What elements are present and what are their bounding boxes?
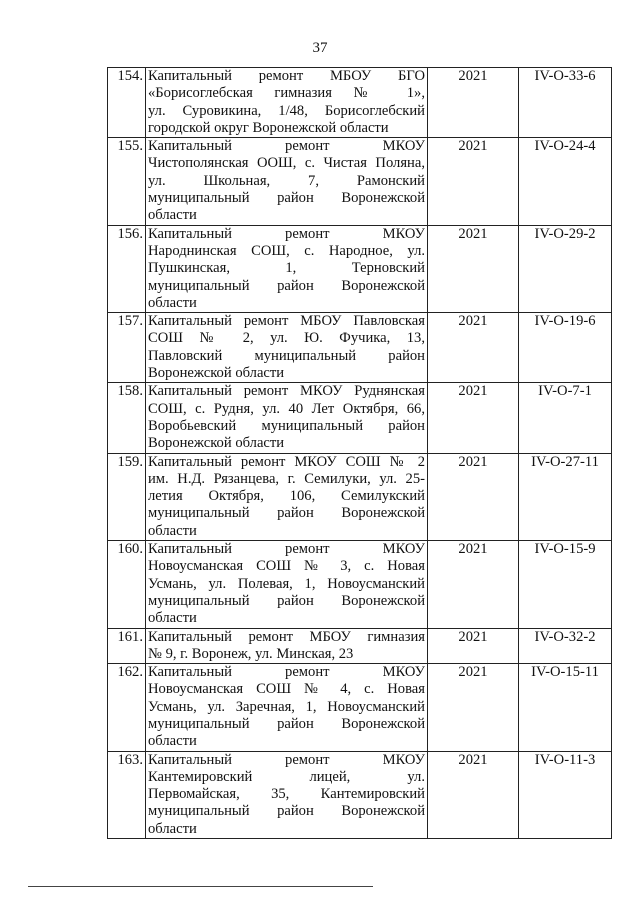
- description-line: Капитальный ремонт МКОУ: [148, 138, 425, 155]
- table-row: [108, 664, 612, 751]
- description-line: СОШ № 2, ул. Ю. Фучика, 13,: [148, 330, 425, 347]
- description-line: Капитальный ремонт МБОУ Павловская: [148, 313, 425, 330]
- year-cell: 2021: [428, 664, 519, 751]
- description-line: Капитальный ремонт МБОУ гимназия: [148, 628, 425, 645]
- description-line: летия Октября, 106, Семилукский: [148, 488, 425, 505]
- table-row: [108, 138, 612, 225]
- description-line: муниципальный район Воронежской: [148, 715, 425, 732]
- row-number: 155.: [108, 138, 146, 225]
- object-code-cell: IV-O-29-2: [519, 225, 612, 312]
- table-row: [108, 541, 612, 628]
- description-line: муниципальный район Воронежской: [148, 803, 425, 820]
- year-cell: 2021: [428, 453, 519, 540]
- description-last-line: области: [148, 294, 197, 311]
- description-line: Капитальный ремонт МКОУ: [148, 225, 425, 242]
- object-code-cell: IV-O-7-1: [519, 383, 612, 453]
- row-number: 156.: [108, 225, 146, 312]
- object-description: [146, 138, 428, 225]
- description-last-line: области: [148, 207, 197, 224]
- year-cell: 2021: [428, 138, 519, 225]
- table-row: [108, 313, 612, 383]
- description-line: Воробьевский муниципальный район: [148, 417, 425, 434]
- object-description: [146, 664, 428, 751]
- description-line: муниципальный район Воронежской: [148, 277, 425, 294]
- table-body: [108, 68, 612, 839]
- description-last-line: городской округ Воронежской области: [148, 119, 389, 136]
- description-line: Усмань, ул. Заречная, 1, Новоусманский: [148, 698, 425, 715]
- row-number: 158.: [108, 383, 146, 453]
- object-code-cell: IV-O-24-4: [519, 138, 612, 225]
- description-line: Чистополянская ООШ, с. Чистая Поляна,: [148, 155, 425, 172]
- page-number: 37: [312, 40, 328, 56]
- description-line: Пушкинская, 1, Терновский: [148, 260, 425, 277]
- description-line: Капитальный ремонт МБОУ БГО: [148, 68, 425, 84]
- description-line: Народнинская СОШ, с. Народное, ул.: [148, 242, 425, 259]
- description-last-line: области: [148, 820, 197, 837]
- object-code-cell: IV-O-19-6: [519, 313, 612, 383]
- description-line: муниципальный район Воронежской: [148, 505, 425, 522]
- description-line: «Борисоглебская гимназия № 1»,: [148, 85, 425, 102]
- object-description: [146, 68, 428, 138]
- year-cell: 2021: [428, 68, 519, 138]
- table-row: [108, 383, 612, 453]
- description-last-line: № 9, г. Воронеж, ул. Минская, 23: [148, 645, 354, 662]
- description-last-line: Воронежской области: [148, 435, 285, 452]
- table-row: [108, 751, 612, 838]
- description-line: Павловский муниципальный район: [148, 347, 425, 364]
- footer-divider: [28, 886, 373, 887]
- object-description: [146, 541, 428, 628]
- description-line: муниципальный район Воронежской: [148, 190, 425, 207]
- row-number: 162.: [108, 664, 146, 751]
- object-description: [146, 225, 428, 312]
- object-code-cell: IV-O-15-9: [519, 541, 612, 628]
- object-code-cell: IV-O-11-3: [519, 751, 612, 838]
- row-number: 157.: [108, 313, 146, 383]
- object-code-cell: IV-O-15-11: [519, 664, 612, 751]
- table-row: [108, 225, 612, 312]
- year-cell: 2021: [428, 751, 519, 838]
- description-line: ул. Суровикина, 1/48, Борисоглебский: [148, 102, 425, 119]
- object-description: [146, 751, 428, 838]
- description-line: Первомайская, 35, Кантемировский: [148, 786, 425, 803]
- description-line: ул. Школьная, 7, Рамонский: [148, 172, 425, 189]
- description-line: муниципальный район Воронежской: [148, 592, 425, 609]
- description-line: Капитальный ремонт МКОУ: [148, 664, 425, 681]
- table-row: [108, 453, 612, 540]
- object-description: [146, 453, 428, 540]
- year-cell: 2021: [428, 383, 519, 453]
- object-description: [146, 313, 428, 383]
- description-line: им. Н.Д. Рязанцева, г. Семилуки, ул. 25-: [148, 470, 425, 487]
- description-last-line: области: [148, 733, 197, 750]
- description-line: Капитальный ремонт МКОУ Руднянская: [148, 383, 425, 400]
- row-number: 163.: [108, 751, 146, 838]
- description-line: Капитальный ремонт МКОУ: [148, 751, 425, 768]
- object-description: [146, 628, 428, 664]
- objects-table: [107, 67, 612, 839]
- object-description: [146, 383, 428, 453]
- description-line: СОШ, с. Рудня, ул. 40 Лет Октября, 66,: [148, 400, 425, 417]
- year-cell: 2021: [428, 225, 519, 312]
- object-code-cell: IV-O-27-11: [519, 453, 612, 540]
- row-number: 161.: [108, 628, 146, 664]
- description-last-line: области: [148, 610, 197, 627]
- description-line: Новоусманская СОШ № 4, с. Новая: [148, 681, 425, 698]
- description-last-line: Воронежской области: [148, 365, 285, 382]
- description-line: Капитальный ремонт МКОУ СОШ № 2: [148, 453, 425, 470]
- row-number: 154.: [108, 68, 146, 138]
- description-line: Усмань, ул. Полевая, 1, Новоусманский: [148, 575, 425, 592]
- year-cell: 2021: [428, 313, 519, 383]
- object-code-cell: IV-O-32-2: [519, 628, 612, 664]
- description-line: Кантемировский лицей, ул.: [148, 768, 425, 785]
- description-line: Капитальный ремонт МКОУ: [148, 541, 425, 558]
- row-number: 160.: [108, 541, 146, 628]
- row-number: 159.: [108, 453, 146, 540]
- year-cell: 2021: [428, 541, 519, 628]
- object-code-cell: IV-O-33-6: [519, 68, 612, 138]
- table-row: [108, 628, 612, 664]
- year-cell: 2021: [428, 628, 519, 664]
- table-row: [108, 68, 612, 138]
- description-line: Новоусманская СОШ № 3, с. Новая: [148, 558, 425, 575]
- description-last-line: области: [148, 522, 197, 539]
